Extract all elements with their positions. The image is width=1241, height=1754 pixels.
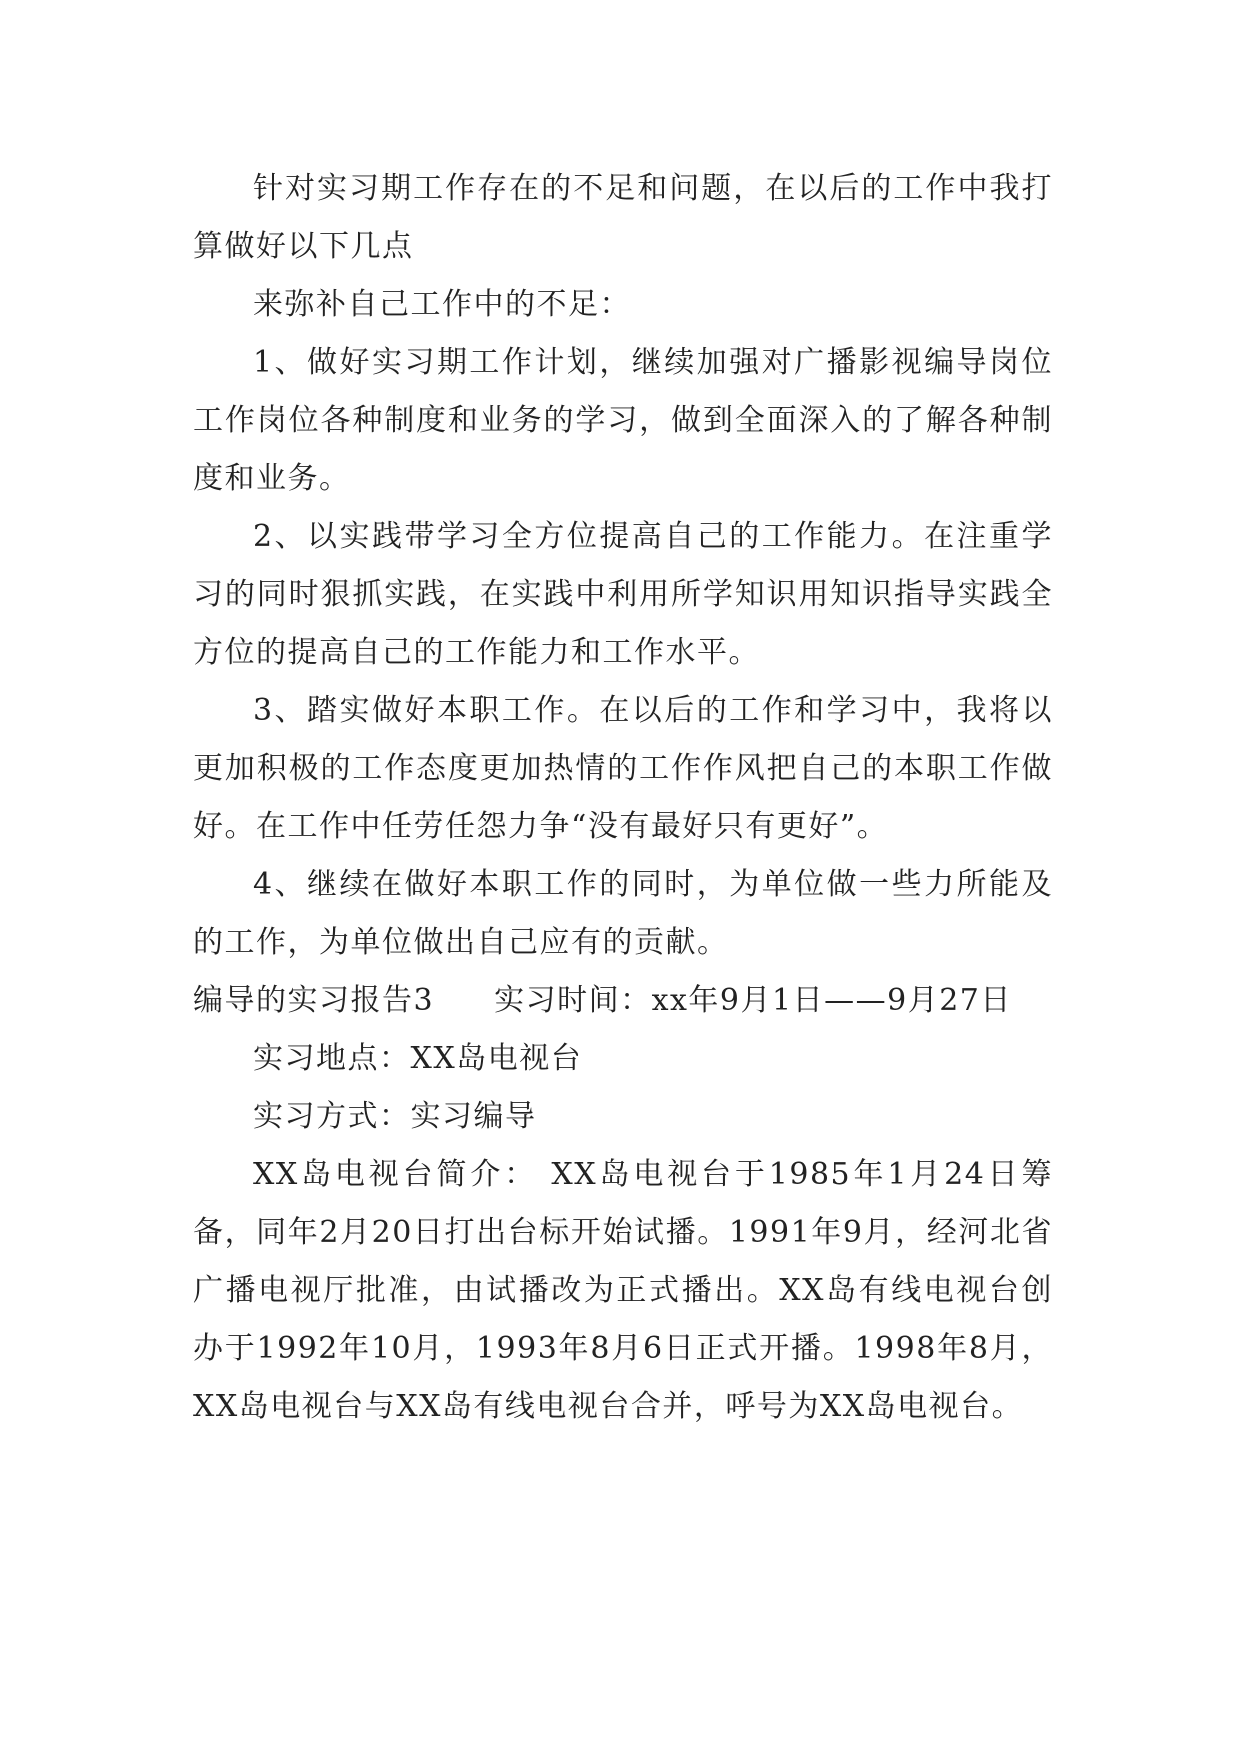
paragraph-point-3: 3、踏实做好本职工作。在以后的工作和学习中，我将以更加积极的工作态度更加热情的工作作风把自己的本职工作做好。在工作中任劳任怨力争“没有最好只有更好”。 — [193, 693, 1053, 844]
station-intro: XX岛电视台简介： XX岛电视台于1985年1月24日筹备，同年2月20日打出台标开始试播。1991年9月，经河北省广播电视厅批准，由试播改为正式播出。XX岛有线电视台创办于1992年10月，1993年8月6日正式开播。1998年8月，XX岛电视台与XX岛有线电视台合并，呼号为XX岛电视台。 — [193, 1157, 1053, 1424]
paragraph-improvement-intro: 针对实习期工作存在的不足和问题，在以后的工作中我打算做好以下几点 — [193, 171, 1053, 264]
paragraph-point-4: 4、继续在做好本职工作的同时，为单位做一些力所能及的工作，为单位做出自己应有的贡献。 — [193, 867, 1053, 960]
paragraph-point-2: 2、以实践带学习全方位提高自己的工作能力。在注重学习的同时狠抓实践，在实践中利用所学知识用知识指导实践全方位的提高自己的工作能力和工作水平。 — [193, 519, 1053, 670]
report-method: 实习方式：实习编导 — [253, 1099, 537, 1134]
report-time: 实习时间：xx年9月1日——9月27日 — [494, 983, 1012, 1018]
report-place: 实习地点：XX岛电视台 — [253, 1041, 583, 1076]
report-title: 编导的实习报告3 — [193, 983, 435, 1018]
paragraph-point-1: 1、做好实习期工作计划，继续加强对广播影视编导岗位工作岗位各种制度和业务的学习，做到全面深入的了解各种制度和业务。 — [193, 345, 1053, 496]
paragraph-make-up: 来弥补自己工作中的不足： — [253, 287, 631, 322]
report-heading — [193, 972, 1053, 1030]
document-body — [193, 160, 1053, 1436]
